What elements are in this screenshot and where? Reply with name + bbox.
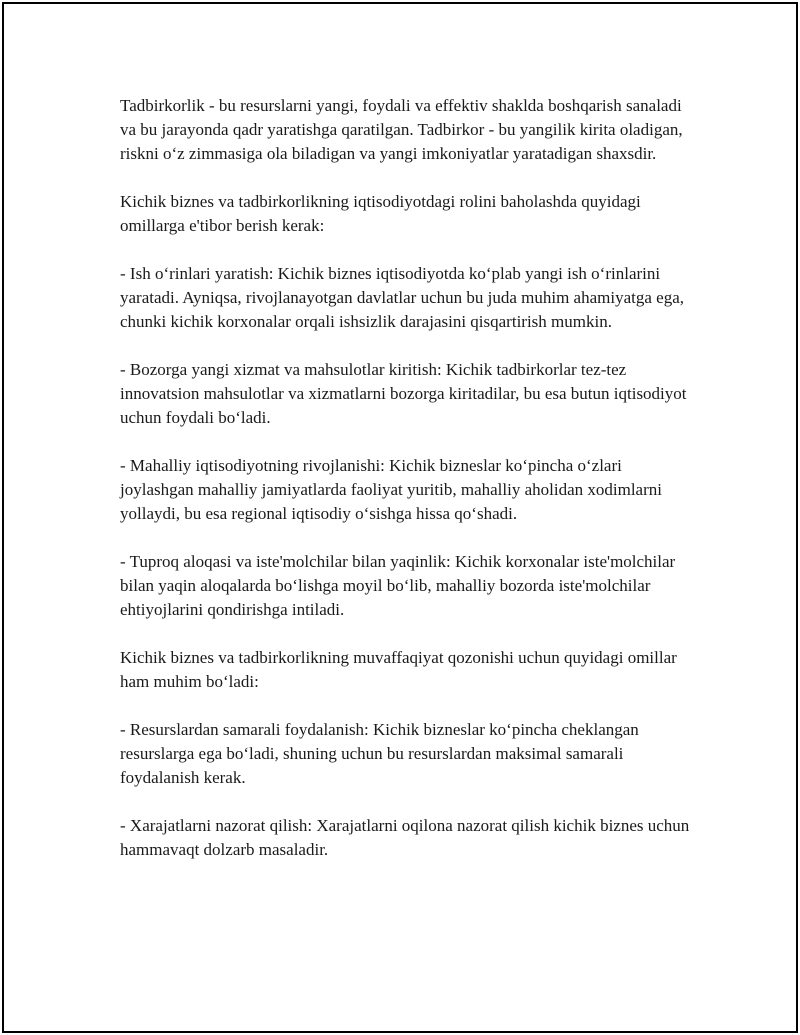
paragraph-intro: Tadbirkorlik - bu resurslarni yangi, foydali va effektiv shaklda boshqarish sanaladi va bu jarayonda qadr yaratishga qaratilgan. Tadbirkor - bu yangilik kirita oladigan, riskni o‘z zimmasiga ola biladigan va yangi imkoniyatlar yaratadigan shaxsdir. [120,96,683,163]
paragraph-success-heading: Kichik biznes va tadbirkorlikning muvaffaqiyat qozonishi uchun quyidagi omillar ham muhim bo‘ladi: [120,648,677,691]
paragraph-jobs: - Ish o‘rinlari yaratish: Kichik biznes iqtisodiyotda ko‘plab yangi ish o‘rinlarini yaratadi. Ayniqsa, rivojlanayotgan davlatlar uchun bu juda muhim ahamiyatga ega, chunki kichik korxonalar orqali ishsizlik darajasini qisqartirish mumkin. [120,264,684,331]
paragraph-resources: - Resurslardan samarali foydalanish: Kichik bizneslar ko‘pincha cheklangan resurslarga ega bo‘ladi, shuning uchun bu resurslardan maksimal samarali foydalanish kerak. [120,720,639,787]
document-body [120,94,695,886]
document-page [2,2,798,1033]
paragraph-new-products: - Bozorga yangi xizmat va mahsulotlar kiritish: Kichik tadbirkorlar tez-tez innovatsion mahsulotlar va xizmatlarni bozorga kiritadilar, bu esa butun iqtisodiyot uchun foydali bo‘ladi. [120,360,687,427]
paragraph-factors-heading: Kichik biznes va tadbirkorlikning iqtisodiyotdagi rolini baholashda quyidagi omillarga e'tibor berish kerak: [120,192,641,235]
paragraph-cost-control: - Xarajatlarni nazorat qilish: Xarajatlarni oqilona nazorat qilish kichik biznes uchun hammavaqt dolzarb masaladir. [120,816,690,859]
paragraph-customer-closeness: - Tuproq aloqasi va iste'molchilar bilan yaqinlik: Kichik korxonalar iste'molchilar bilan yaqin aloqalarda bo‘lishga moyil bo‘lib, mahalliy bozorda iste'molchilar ehtiyojlarini qondirishga intiladi. [120,552,676,619]
paragraph-local-economy: - Mahalliy iqtisodiyotning rivojlanishi: Kichik bizneslar ko‘pincha o‘zlari joylashgan mahalliy jamiyatlarda faoliyat yuritib, mahalliy aholidan xodimlarni yollaydi, bu esa regional iqtisodiy o‘sishga hissa qo‘shadi. [120,456,662,523]
